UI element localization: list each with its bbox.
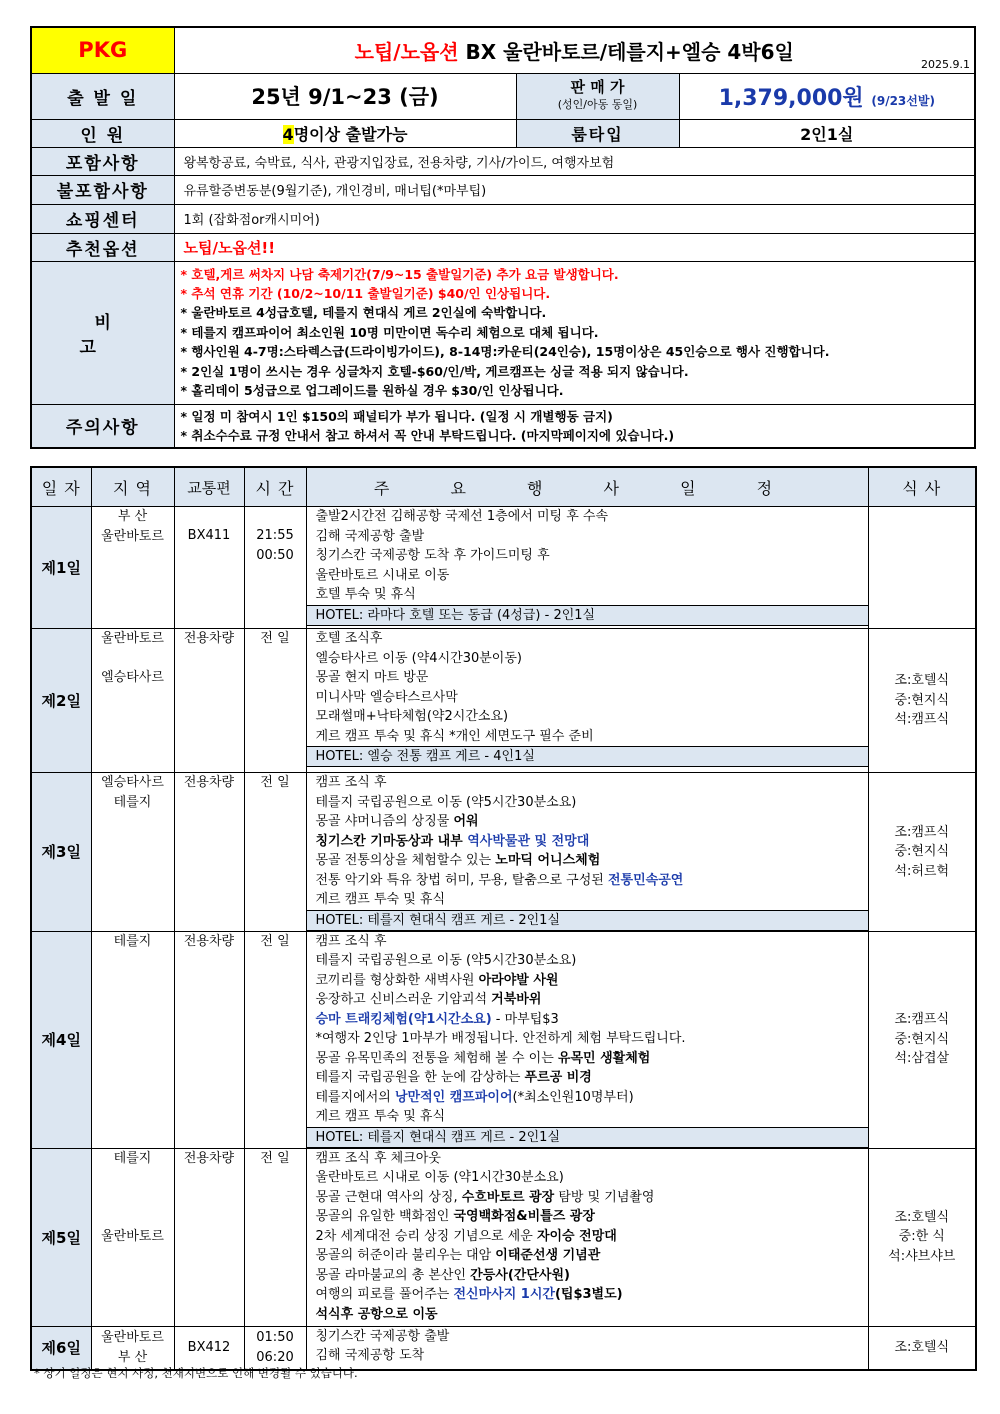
header-schedule: 주 요 행 사 일 정 xyxy=(306,467,868,507)
schedule-line xyxy=(307,1068,868,1088)
schedule-line xyxy=(307,1107,868,1127)
day-label: 제3일 xyxy=(31,773,91,932)
schedule-text: 아라야발 사원 xyxy=(478,972,559,988)
schedule-line xyxy=(307,1305,868,1325)
schedule-text: 국영백화점&비틀즈 광장 xyxy=(453,1209,595,1224)
schedule-text: 김해 국제공항 출발 xyxy=(315,528,425,544)
day-label: 제2일 xyxy=(31,629,91,773)
remarks-label: 비 고 xyxy=(31,261,174,404)
room-label: 룸타입 xyxy=(516,119,679,147)
option-label: 추천옵션 xyxy=(31,233,174,261)
schedule-text: 칭기스칸 기마동상과 내부 xyxy=(315,833,468,849)
schedule-text: 탐방 및 기념촬영 xyxy=(554,1189,655,1205)
day-label: 제6일 xyxy=(31,1326,91,1370)
schedule-line xyxy=(307,566,868,586)
day-transport: 전용차량 xyxy=(174,629,244,773)
schedule-line xyxy=(307,688,868,708)
schedule-line xyxy=(307,1149,868,1169)
day-region: 테를지 xyxy=(91,931,174,1148)
day-meal: 조:호텔식 중:한 식 석:샤브샤브 xyxy=(868,1148,976,1326)
schedule-text: 몽골 전통의상을 체험할수 있는 xyxy=(315,853,496,868)
day-transport: 전용차량 xyxy=(174,773,244,932)
day-schedule xyxy=(306,629,868,773)
day-row xyxy=(31,1148,976,1326)
schedule-text: 출발2시간전 김해공항 국제선 1층에서 미팅 후 수속 xyxy=(315,509,608,524)
day-schedule xyxy=(306,507,868,629)
caution-list xyxy=(174,404,975,448)
schedule-text: 푸르공 비경 xyxy=(524,1070,592,1085)
schedule-line xyxy=(307,727,868,747)
schedule-line xyxy=(307,951,868,971)
schedule-text: 게르 캠프 투숙 및 휴식 *개인 세면도구 필수 준비 xyxy=(315,728,594,744)
day-row xyxy=(31,1326,976,1370)
day-row xyxy=(31,629,976,773)
schedule-text: 승마 트래킹체험(약1시간소요) xyxy=(315,1011,492,1027)
schedule-text: 어워 xyxy=(453,814,479,829)
schedule-text: 석식후 공항으로 이동 xyxy=(315,1306,438,1322)
title-highlight: 노팁/노옵션 xyxy=(354,39,459,64)
remark-item: * 호텔,게르 써차지 나담 축제기간(7/9~15 출발일기준) 추가 요금 발생합니다. xyxy=(180,266,619,282)
day-region: 울란바토르 부 산 xyxy=(91,1326,174,1370)
day-time: 21:55 00:50 xyxy=(244,507,306,629)
departure-value: 25년 9/1~23 (금) xyxy=(174,73,516,119)
schedule-text: 테를지 국립공원을 한 눈에 감상하는 xyxy=(315,1070,525,1085)
schedule-text: 낭만적인 캠프파이어 xyxy=(394,1089,513,1105)
summary-table xyxy=(30,26,976,449)
people-value xyxy=(174,119,516,147)
schedule-text: (*최소인원10명부터) xyxy=(512,1089,634,1105)
schedule-line xyxy=(307,890,868,910)
day-meal: 조:캠프식 중:현지식 석:삼겹살 xyxy=(868,931,976,1148)
day-transport: 전용차량 xyxy=(174,1148,244,1326)
pkg-badge: PKG xyxy=(31,27,174,73)
shopping-value: 1회 (잡화점or캐시미어) xyxy=(174,204,975,233)
day-transport: BX412 xyxy=(174,1326,244,1370)
day-meal: 조:호텔식 중:현지식 석:캠프식 xyxy=(868,629,976,773)
schedule-text: 테를지 국립공원으로 이동 (약5시간30분소요) xyxy=(315,953,577,968)
remark-item: * 추석 연휴 기간 (10/2~10/11 출발일기준) $40/인 인상됩니다. xyxy=(180,285,551,301)
schedule-line xyxy=(307,812,868,832)
schedule-line xyxy=(307,1049,868,1069)
day-region: 테를지 울란바토르 xyxy=(91,1148,174,1326)
day-region: 부 산 울란바토르 xyxy=(91,507,174,629)
hotel-info: HOTEL: 라마다 호텔 또는 동급 (4성급) - 2인1실 xyxy=(307,605,868,626)
schedule-text: 몽골 유목민족의 전통을 체험해 볼 수 이는 xyxy=(315,1050,558,1066)
day-schedule xyxy=(306,1148,868,1326)
schedule-text: 울란바토르 시내로 이동 (약1시간30분소요) xyxy=(315,1170,564,1185)
page-title xyxy=(174,27,975,73)
itinerary-body xyxy=(31,507,976,1371)
departure-label: 출 발 일 xyxy=(31,73,174,119)
people-text: 명이상 출발가능 xyxy=(293,124,408,144)
header-time: 시 간 xyxy=(244,467,306,507)
day-time: 01:50 06:20 xyxy=(244,1326,306,1370)
schedule-text: 간등사(간단사원) xyxy=(470,1267,570,1283)
schedule-text: 게르 캠프 투숙 및 휴식 xyxy=(315,1109,446,1124)
schedule-text: 몽골 라마불교의 총 본산인 xyxy=(315,1267,471,1283)
day-row xyxy=(31,931,976,1148)
caution-item: * 취소수수료 규정 안내서 참고 하셔서 꼭 안내 부탁드립니다. (마지막페이지에 있습니다.) xyxy=(180,427,675,443)
caution-item: * 일정 미 참여시 1인 $150의 패널티가 부가 됩니다. (일정 시 개별행동 금지) xyxy=(180,408,613,424)
day-schedule xyxy=(306,931,868,1148)
schedule-text: 코끼리를 형상화한 새벽사원 xyxy=(315,972,479,988)
room-value: 2인1실 xyxy=(679,119,975,147)
shopping-label: 쇼핑센터 xyxy=(31,204,174,233)
schedule-text: 노마딕 어니스체험 xyxy=(495,853,601,868)
schedule-line xyxy=(307,851,868,871)
price-amount: 1,379,000원 xyxy=(718,85,864,111)
schedule-text: 캠프 조식 후 xyxy=(315,933,387,949)
day-label: 제5일 xyxy=(31,1148,91,1326)
schedule-text: - 마부팁$3 xyxy=(491,1011,559,1027)
schedule-text: 몽골 샤머니즘의 상징물 xyxy=(315,814,454,829)
schedule-line xyxy=(307,932,868,952)
hotel-info: HOTEL: 테를지 현대식 캠프 게르 - 2인1실 xyxy=(307,1127,868,1148)
schedule-line xyxy=(307,990,868,1010)
day-label: 제1일 xyxy=(31,507,91,629)
schedule-line xyxy=(307,507,868,527)
day-time: 전 일 xyxy=(244,629,306,773)
people-label: 인 원 xyxy=(31,119,174,147)
schedule-text: 칭기스칸 국제공항 도착 후 가이드미팅 후 xyxy=(315,548,550,563)
schedule-line xyxy=(307,668,868,688)
remark-item: * 홀리데이 5성급으로 업그레이드를 원하실 경우 $30/인 인상됩니다. xyxy=(180,383,564,399)
schedule-text: 캠프 조식 후 체크아웃 xyxy=(315,1150,441,1166)
header-meal: 식 사 xyxy=(868,467,976,507)
people-highlight: 4 xyxy=(282,124,294,144)
remarks-list xyxy=(174,261,975,404)
schedule-line xyxy=(307,649,868,669)
schedule-text: 수흐바토르 광장 xyxy=(461,1189,555,1205)
schedule-text: 몽골의 허준이라 불리우는 대암 xyxy=(315,1248,496,1263)
day-row xyxy=(31,507,976,629)
schedule-text: 김해 국제공항 도착 xyxy=(315,1348,425,1363)
schedule-line xyxy=(307,1207,868,1227)
schedule-text: 미니사막 엘승타스르사막 xyxy=(315,689,458,705)
schedule-text: 자이승 전망대 xyxy=(536,1228,617,1244)
schedule-text: 칭기스칸 국제공항 출발 xyxy=(315,1328,450,1344)
option-value: 노팁/노옵션!! xyxy=(174,233,975,261)
header-day: 일 자 xyxy=(31,467,91,507)
schedule-text: 전통 악기와 특유 창법 허미, 무용, 탈춤으로 구성된 xyxy=(315,872,608,888)
hotel-info: HOTEL: 엘승 전통 캠프 게르 - 4인1실 xyxy=(307,746,868,767)
schedule-text: (팁$3별도) xyxy=(554,1287,623,1302)
day-region: 엘승타사르 테를지 xyxy=(91,773,174,932)
excluded-label: 불포함사항 xyxy=(31,175,174,204)
schedule-text: 몽골의 유일한 백화점인 xyxy=(315,1209,454,1224)
schedule-line xyxy=(307,1168,868,1188)
included-value: 왕복항공료, 숙박료, 식사, 관광지입장료, 전용차량, 기사/가이드, 여행자보험 xyxy=(174,147,975,175)
remark-item: * 울란바토르 4성급호텔, 테를지 현대식 게르 2인실에 숙박합니다. xyxy=(180,305,547,321)
schedule-text: 몽골 현지 마트 방문 xyxy=(315,670,429,685)
footnote: * 상기 일정은 현지 사정, 천재지변으로 인해 변경될 수 있습니다. xyxy=(34,1366,358,1380)
schedule-text: 게르 캠프 투숙 및 휴식 xyxy=(315,892,446,907)
header-transport: 교통편 xyxy=(174,467,244,507)
schedule-text: 거북바위 xyxy=(491,992,542,1007)
schedule-text: 역사박물관 및 전망대 xyxy=(467,833,590,849)
excluded-value: 유류할증변동분(9월기준), 개인경비, 매너팁(*마부팁) xyxy=(174,175,975,204)
schedule-line xyxy=(307,629,868,649)
schedule-text: 테를지에서의 xyxy=(315,1089,395,1105)
remark-item: * 행사인원 4-7명:스타렉스급(드라이빙가이드), 8-14명:카운티(24인승), 15명이상은 45인승으로 행사 진행합니다. xyxy=(180,344,830,360)
caution-label: 주의사항 xyxy=(31,404,174,448)
document-date: 2025.9.1 xyxy=(921,57,971,71)
itinerary-table xyxy=(30,466,977,1371)
hotel-info: HOTEL: 테를지 현대식 캠프 게르 - 2인1실 xyxy=(307,910,868,931)
schedule-text: 전통민속공연 xyxy=(607,872,684,888)
schedule-line xyxy=(307,773,868,793)
schedule-text: 캠프 조식 후 xyxy=(315,775,387,790)
schedule-text: 몽골 근현대 역사의 상징, xyxy=(315,1189,462,1205)
schedule-line xyxy=(307,1188,868,1208)
day-meal xyxy=(868,507,976,629)
remark-item: * 테를지 캠프파이어 최소인원 10명 미만이면 독수리 체험으로 대체 됩니다. xyxy=(180,324,599,340)
day-meal: 조:캠프식 중:현지식 석:허르헉 xyxy=(868,773,976,932)
day-schedule xyxy=(306,1326,868,1370)
schedule-line xyxy=(307,1010,868,1030)
price-label-sub: (성인/아동 동일) xyxy=(557,98,638,111)
schedule-line xyxy=(307,1246,868,1266)
schedule-line xyxy=(307,1346,868,1366)
schedule-line xyxy=(307,871,868,891)
schedule-line xyxy=(307,546,868,566)
day-schedule xyxy=(306,773,868,932)
header-region: 지 역 xyxy=(91,467,174,507)
schedule-line xyxy=(307,1227,868,1247)
schedule-text: 여행의 피로를 풀어주는 xyxy=(315,1287,454,1302)
schedule-line xyxy=(307,1327,868,1347)
day-transport: 전용차량 xyxy=(174,931,244,1148)
schedule-text: 울란바토르 시내로 이동 xyxy=(315,567,450,583)
schedule-line xyxy=(307,1029,868,1049)
schedule-line xyxy=(307,585,868,605)
schedule-line xyxy=(307,527,868,547)
price-note: (9/23선발) xyxy=(871,93,935,108)
schedule-line xyxy=(307,1266,868,1286)
schedule-text: 2차 세계대전 승리 상징 기념으로 세운 xyxy=(315,1228,537,1244)
schedule-text: 웅장하고 신비스러운 기암괴석 xyxy=(315,992,492,1007)
day-time: 전 일 xyxy=(244,1148,306,1326)
schedule-text: 엘승타사르 이동 (약4시간30분이동) xyxy=(315,650,522,666)
schedule-text: 호텔 조식후 xyxy=(315,631,383,646)
schedule-line xyxy=(307,707,868,727)
schedule-text: 이태준선생 기념관 xyxy=(495,1248,601,1263)
schedule-text: 테를지 국립공원으로 이동 (약5시간30분소요) xyxy=(315,794,577,810)
schedule-text: 유목민 생활체험 xyxy=(557,1050,651,1066)
day-region: 울란바토르 엘승타사르 xyxy=(91,629,174,773)
price-value xyxy=(679,73,975,119)
schedule-line xyxy=(307,1088,868,1108)
schedule-text: 전신마사지 1시간 xyxy=(453,1287,555,1302)
schedule-text: 호텔 투숙 및 휴식 xyxy=(315,587,416,602)
schedule-line xyxy=(307,971,868,991)
day-time: 전 일 xyxy=(244,773,306,932)
day-time: 전 일 xyxy=(244,931,306,1148)
schedule-line xyxy=(307,1285,868,1305)
price-label xyxy=(516,73,679,119)
title-text: BX 울란바토르/테를지+엘승 4박6일 xyxy=(465,39,794,64)
schedule-text: *여행자 2인당 1마부가 배정됩니다. 안전하게 체험 부탁드립니다. xyxy=(315,1031,686,1046)
day-meal: 조:호텔식 xyxy=(868,1326,976,1370)
day-row xyxy=(31,773,976,932)
schedule-text: 모래썰매+낙타체험(약2시간소요) xyxy=(315,709,509,724)
remark-item: * 2인실 1명이 쓰시는 경우 싱글차지 호텔-$60/인/박, 게르캠프는 싱글 적용 되지 않습니다. xyxy=(180,363,689,379)
schedule-line xyxy=(307,793,868,813)
day-transport: BX411 xyxy=(174,507,244,629)
schedule-line xyxy=(307,832,868,852)
price-label-main: 판 매 가 xyxy=(570,78,625,96)
day-label: 제4일 xyxy=(31,931,91,1148)
included-label: 포함사항 xyxy=(31,147,174,175)
